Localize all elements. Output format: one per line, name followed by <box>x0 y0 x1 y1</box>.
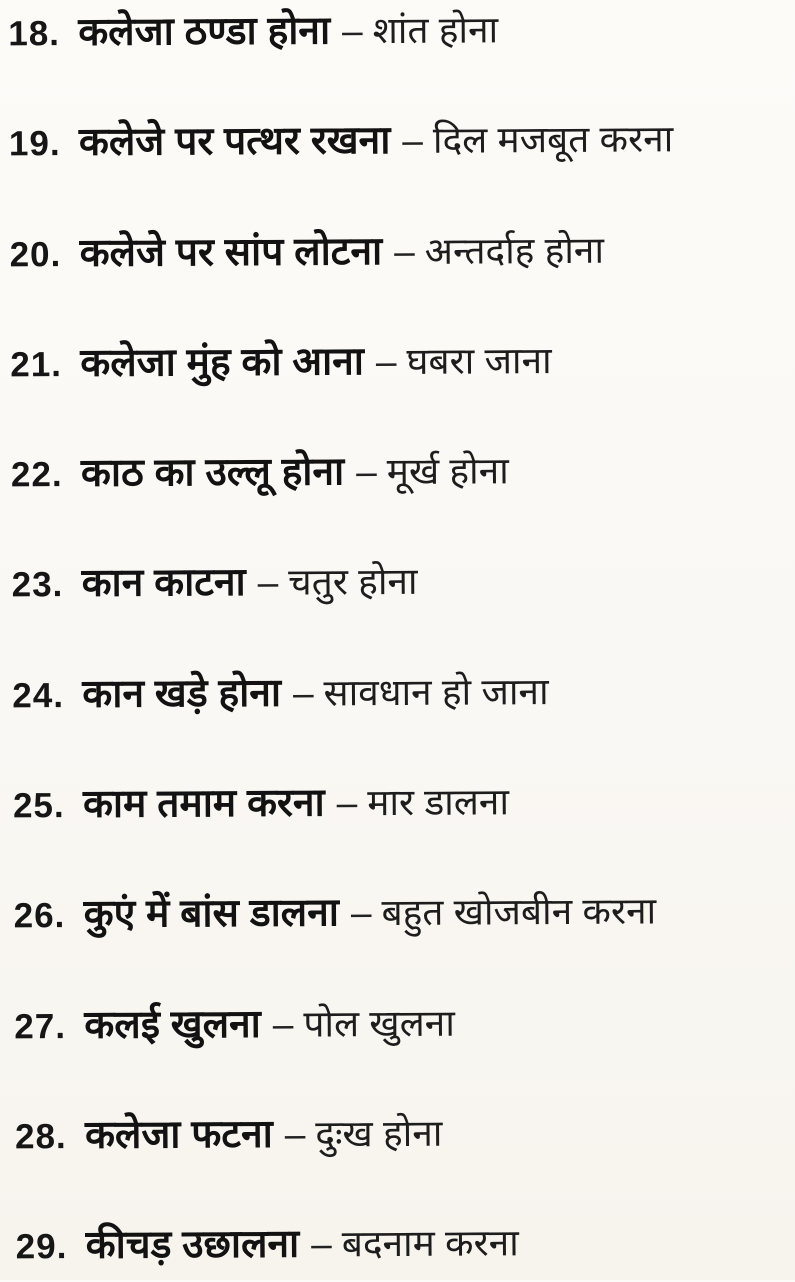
idiom-text: कलेजे पर पत्थर रखना <box>78 119 391 165</box>
separator-dash: – <box>257 562 279 604</box>
meaning-text: शांत होना <box>372 9 499 52</box>
item-number: 28. <box>14 1116 67 1157</box>
item-number: 21. <box>10 344 63 385</box>
meaning-text: बदनाम करना <box>341 1222 519 1265</box>
meaning-text: अन्तर्दाह होना <box>424 229 605 272</box>
list-item <box>16 1221 795 1269</box>
separator-dash: – <box>350 892 372 934</box>
item-number: 24. <box>12 675 65 716</box>
list-item <box>11 449 790 497</box>
meaning-text: मार डालना <box>367 781 510 824</box>
separator-dash: – <box>356 451 377 493</box>
item-number: 19. <box>8 124 61 164</box>
list-item <box>14 890 793 938</box>
separator-dash: – <box>336 782 358 824</box>
separator-dash: – <box>272 1003 294 1045</box>
item-number: 20. <box>9 234 62 274</box>
idiom-text: कलेजा फटना <box>84 1112 273 1157</box>
idiom-text: कुएं में बांस डालना <box>83 891 340 937</box>
idiom-text: कलेजा ठण्डा होना <box>78 9 331 54</box>
separator-dash: – <box>375 340 397 382</box>
list-item <box>10 228 789 276</box>
list-item <box>12 669 791 717</box>
meaning-text: मूर्ख होना <box>386 450 509 493</box>
item-number: 25. <box>12 786 65 826</box>
meaning-text: बहुत खोजबीन करना <box>381 890 657 934</box>
meaning-text: चतुर होना <box>288 561 418 604</box>
meaning-text: सावधान हो जाना <box>323 670 549 714</box>
idiom-text: कीचड़ उछालना <box>85 1222 300 1268</box>
idiom-text: कलई खुलना <box>84 1002 261 1047</box>
idiom-text: कलेजे पर सांप लोटना <box>79 229 383 275</box>
list-item <box>12 559 791 607</box>
item-number: 26. <box>13 896 66 936</box>
item-number: 23. <box>11 565 64 605</box>
idiom-text: काठ का उल्लू होना <box>80 450 345 496</box>
list-item <box>10 338 789 386</box>
meaning-text: दुःख होना <box>315 1112 443 1155</box>
idiom-text: कलेजा मुंह को आना <box>80 340 365 385</box>
meaning-text: घबरा जाना <box>406 339 552 382</box>
separator-dash: – <box>341 10 363 52</box>
list-item <box>9 118 788 166</box>
item-number: 22. <box>10 455 63 495</box>
separator-dash: – <box>394 230 415 272</box>
item-number: 29. <box>15 1227 68 1267</box>
item-number: 27. <box>14 1006 67 1046</box>
separator-dash: – <box>284 1113 306 1155</box>
meaning-text: पोल खुलना <box>303 1002 455 1045</box>
item-number: 18. <box>8 14 61 54</box>
separator-dash: – <box>311 1223 332 1265</box>
separator-dash: – <box>292 672 314 714</box>
list-item <box>15 1110 794 1158</box>
list-item <box>8 8 787 56</box>
separator-dash: – <box>402 120 424 162</box>
idiom-text: काम तमाम करना <box>82 781 325 826</box>
idiom-text: कान खड़े होना <box>82 671 282 716</box>
meaning-text: दिल मजबूत करना <box>432 118 674 162</box>
list-item <box>14 1000 793 1048</box>
list-item <box>13 780 792 828</box>
idiom-text: कान काटना <box>81 561 246 606</box>
